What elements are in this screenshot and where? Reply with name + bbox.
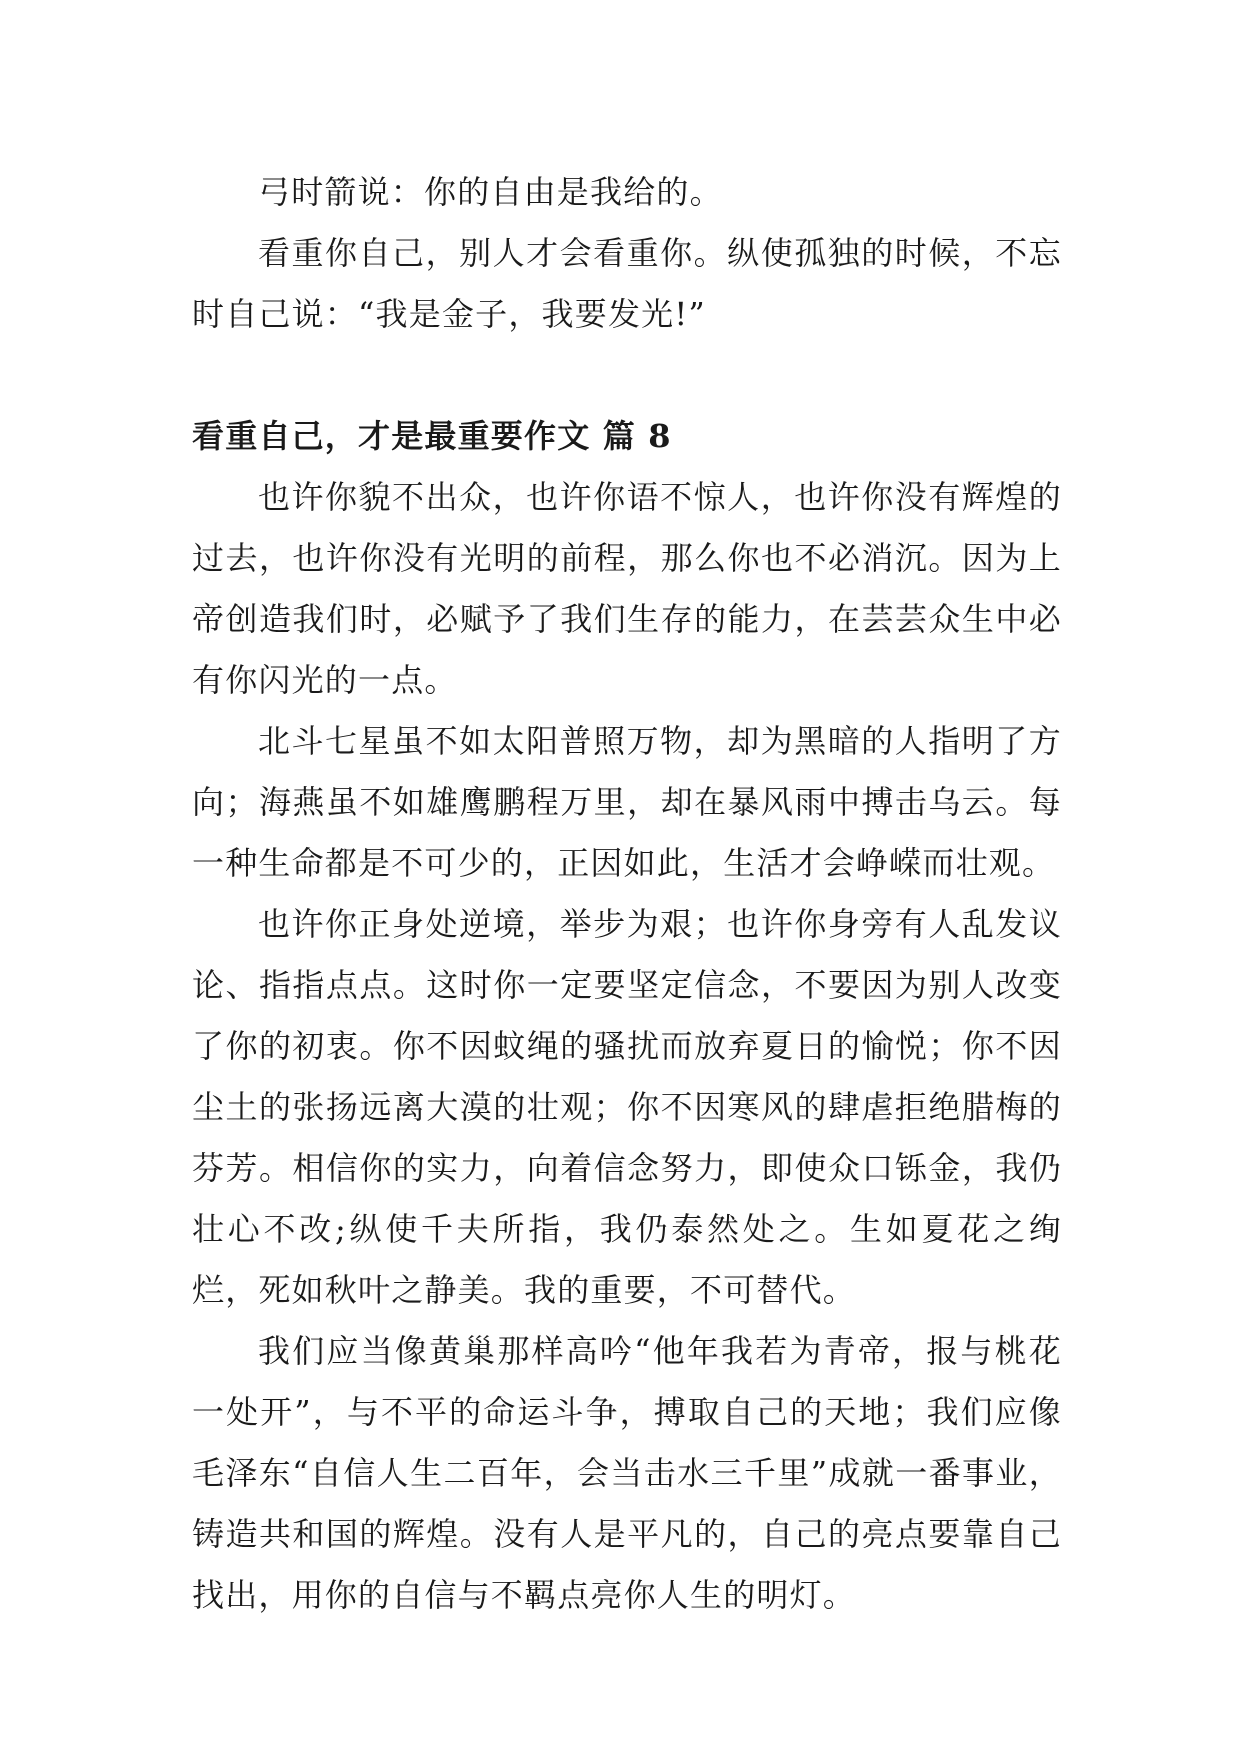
paragraph-2: 北斗七星虽不如太阳普照万物，却为黑暗的人指明了方向；海燕虽不如雄鹰鹏程万里，却在暴风雨中搏击乌云。每一种生命都是不可少的，正因如此，生活才会峥嵘而壮观。 [192, 722, 1062, 882]
paragraph-3: 也许你正身处逆境，举步为艰；也许你身旁有人乱发议论、指指点点。这时你一定要坚定信念，不要因为别人改变了你的初衷。你不因蚊绳的骚扰而放弃夏日的愉悦；你不因尘土的张扬远离大漠的壮观；你不因寒风的肆虐拒绝腊梅的芬芳。相信你的实力，向着信念努力，即使众口铄金，我仍壮心不改;纵使千夫所指，我仍泰然处之。生如夏花之绚烂，死如秋叶之静美。我的重要，不可替代。 [192, 905, 1062, 1309]
paragraph-intro-1: 弓时箭说：你的自由是我给的。 [258, 173, 723, 211]
document-page [192, 162, 1062, 1626]
section-spacer [192, 345, 1062, 406]
section-title: 看重自己，才是最重要作文 篇 8 [192, 417, 672, 455]
paragraph-1: 也许你貌不出众，也许你语不惊人，也许你没有辉煌的过去，也许你没有光明的前程，那么你也不必消沉。因为上帝创造我们时，必赋予了我们生存的能力，在芸芸众生中必有你闪光的一点。 [192, 478, 1062, 699]
paragraph-4: 我们应当像黄巢那样高吟“他年我若为青帝，报与桃花一处开”，与不平的命运斗争，搏取自己的天地；我们应像毛泽东“自信人生二百年，会当击水三千里”成就一番事业，铸造共和国的辉煌。没有人是平凡的，自己的亮点要靠自己找出，用你的自信与不羁点亮你人生的明灯。 [192, 1332, 1062, 1614]
paragraph-intro-2: 看重你自己，别人才会看重你。纵使孤独的时候，不忘时自己说：“我是金子，我要发光!” [192, 234, 1062, 333]
